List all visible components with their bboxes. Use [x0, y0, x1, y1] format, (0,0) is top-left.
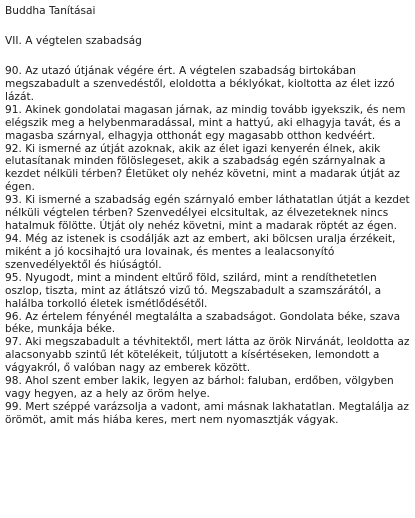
verse-91: 91. Akinek gondolatai magasan járnak, az mindig tovább igyekszik, és nem elégszik meg a helybenmaradással, mint a hattyú, aki elhagyja tavát, és a magasba szárnyal, elhagyja otthonát egy magasabb otthon kedvéért.	[5, 103, 406, 142]
verse-list	[5, 65, 413, 427]
verse-96: 96. Az értelem fényénél megtalálta a szabadságot. Gondolata béke, szava béke, munkája béke.	[5, 310, 401, 336]
verse-99: 99. Mert széppé varázsolja a vadont, ami másnak lakhatatlan. Megtalálja az örömöt, amit más hiába keres, mert nem nyomasztják vágyak.	[5, 400, 409, 426]
verse-98: 98. Ahol szent ember lakik, legyen az bárhol: faluban, erdőben, völgyben vagy hegyen, az a hely az öröm helye.	[5, 375, 394, 401]
document-page	[5, 5, 413, 427]
verse-90: 90. Az utazó útjának végére ért. A végtelen szabadság birtokában megszabadult a szenvedéstől, eloldotta a béklyókat, kioltotta az élet izzó lázát.	[5, 65, 395, 103]
chapter-title: VII. A végtelen szabadság	[5, 35, 142, 47]
verse-97: 97. Aki megszabadult a tévhitektől, mert látta az örök Nirvánát, leoldotta az alacsonyabb szintű lét kötelékeit, túljutott a kísértéseken, lemondott a vágyakról, ő valóban nagy az emberek között.	[5, 336, 410, 375]
verse-93: 93. Ki ismerné a szabadság egén szárnyaló ember láthatatlan útját a kezdet nélküli végtelen térben? Szenvedélyei elcsitultak, az élvezeteknek nincs hatalmuk fölötte. Útját oly nehéz követni, mint a madarak röptét az égen.	[5, 194, 410, 233]
verse-92: 92. Ki ismerné az útját azoknak, akik az élet igazi kenyerén élnek, akik elutasítanak minden fölöslegeset, akik a szabadság egén szárnyalnak a kezdet nélküli térben? Életüket oly nehéz követni, mint a madarak útját az égen.	[5, 142, 400, 194]
verse-94: 94. Még az istenek is csodálják azt az embert, aki bölcsen uralja érzékeit, miként a jó kocsihajtó ura lovainak, és mentes a lealacsonyító szenvedélyektől és hiúságtól.	[5, 232, 396, 271]
verse-95: 95. Nyugodt, mint a mindent eltűrő föld, szilárd, mint a rendíthetetlen oszlop, tiszta, mint az átlátszó vizű tó. Megszabadult a szamszárától, a halálba torkolló életek ismétlődésétől.	[5, 271, 382, 310]
document-title: Buddha Tanításai	[5, 5, 96, 17]
